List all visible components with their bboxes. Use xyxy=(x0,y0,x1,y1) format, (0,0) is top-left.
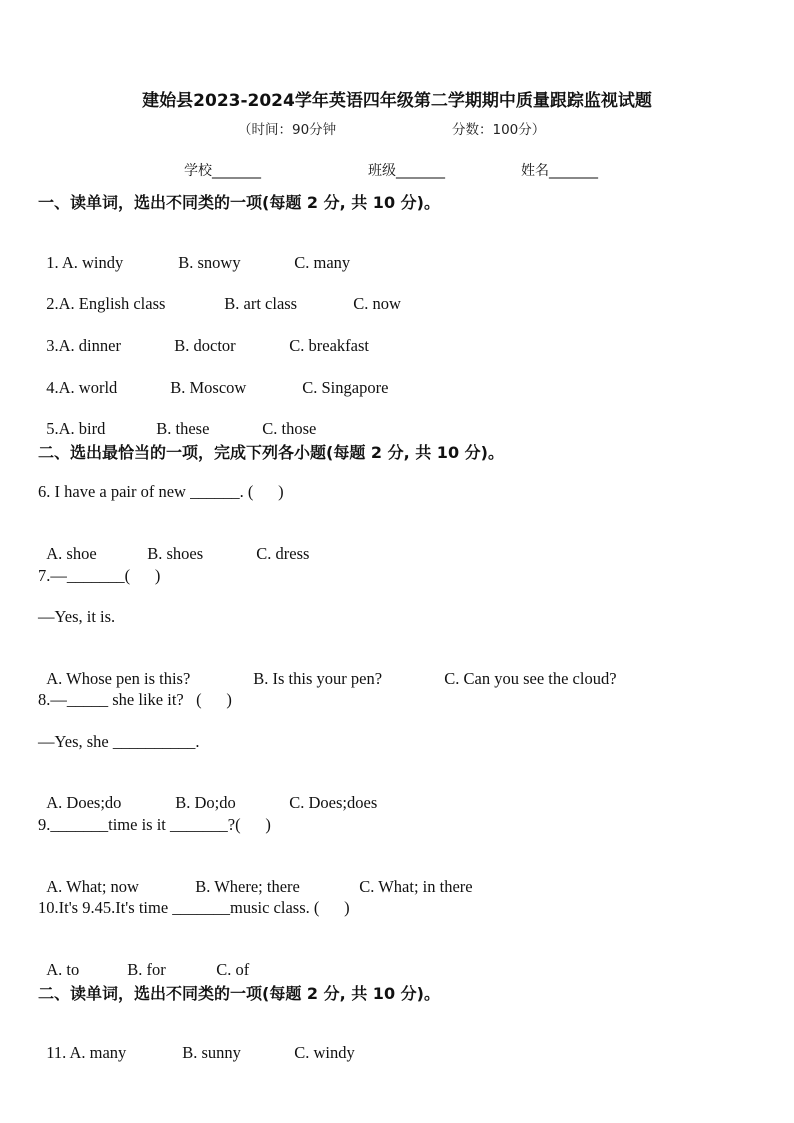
question-9-options xyxy=(38,857,473,897)
option-a: A. shoe xyxy=(46,544,97,563)
option-c: C. Does;does xyxy=(289,793,378,812)
exam-title: 建始县2023-2024学年英语四年级第二学期期中质量跟踪监视试题 xyxy=(142,91,652,111)
section-heading-3: 二、读单词，选出不同类的一项(每题 2 分, 共 10 分)。 xyxy=(38,984,440,1003)
option-c: C. dress xyxy=(256,544,310,563)
option-a: A. Whose pen is this? xyxy=(46,669,191,688)
option-a: 5.A. bird xyxy=(46,419,106,438)
question-8: 8.—_____ she like it? ( ) xyxy=(38,690,232,709)
question-7-reply: —Yes, it is. xyxy=(38,607,116,626)
option-c: C. What; in there xyxy=(359,877,473,896)
option-a: 1. A. windy xyxy=(46,253,124,272)
option-a: A. to xyxy=(46,960,80,979)
option-c: C. Singapore xyxy=(302,378,389,397)
option-b: B. these xyxy=(156,419,210,438)
option-b: B. Moscow xyxy=(170,378,247,397)
question-9: 9._______time is it _______?( ) xyxy=(38,815,271,834)
option-a: A. What; now xyxy=(46,877,139,896)
exam-time: （时间：90分钟 xyxy=(238,122,337,138)
option-c: C. Can you see the cloud? xyxy=(444,669,617,688)
question-1 xyxy=(38,233,350,273)
option-b: B. doctor xyxy=(174,336,236,355)
question-2 xyxy=(38,274,401,314)
school-field: 学校_______ xyxy=(184,163,261,179)
option-a: 11. A. many xyxy=(46,1043,127,1062)
option-c: C. of xyxy=(216,960,250,979)
question-4 xyxy=(38,358,388,398)
question-6: 6. I have a pair of new ______. ( ) xyxy=(38,482,284,501)
option-b: B. snowy xyxy=(178,253,241,272)
question-8-options xyxy=(38,773,377,813)
class-field: 班级_______ xyxy=(368,163,445,179)
option-b: B. sunny xyxy=(182,1043,241,1062)
name-field: 姓名_______ xyxy=(521,163,598,179)
option-b: B. Is this your pen? xyxy=(253,669,383,688)
question-6-options xyxy=(38,524,309,564)
option-b: B. Do;do xyxy=(175,793,236,812)
option-c: C. many xyxy=(294,253,351,272)
option-a: 3.A. dinner xyxy=(46,336,121,355)
question-5 xyxy=(38,399,316,439)
question-7-options xyxy=(38,649,617,689)
question-7: 7.—_______( ) xyxy=(38,566,161,585)
question-10: 10.It's 9.45.It's time _______music class. ( ) xyxy=(38,898,350,917)
question-3 xyxy=(38,316,369,356)
exam-score: 分数：100分） xyxy=(452,122,546,138)
option-b: B. art class xyxy=(224,294,298,313)
option-b: B. shoes xyxy=(147,544,204,563)
section-heading-2: 二、选出最恰当的一项，完成下列各小题(每题 2 分, 共 10 分)。 xyxy=(38,443,504,462)
option-c: C. those xyxy=(262,419,317,438)
option-c: C. now xyxy=(353,294,401,313)
option-a: 2.A. English class xyxy=(46,294,166,313)
question-8-reply: —Yes, she __________. xyxy=(38,732,200,751)
option-b: B. for xyxy=(127,960,166,979)
option-b: B. Where; there xyxy=(195,877,300,896)
question-11 xyxy=(38,1023,355,1063)
question-10-options xyxy=(38,940,249,980)
option-a: A. Does;do xyxy=(46,793,122,812)
section-heading-1: 一、读单词，选出不同类的一项(每题 2 分, 共 10 分)。 xyxy=(38,193,440,212)
option-a: 4.A. world xyxy=(46,378,118,397)
option-c: C. windy xyxy=(294,1043,355,1062)
option-c: C. breakfast xyxy=(289,336,369,355)
